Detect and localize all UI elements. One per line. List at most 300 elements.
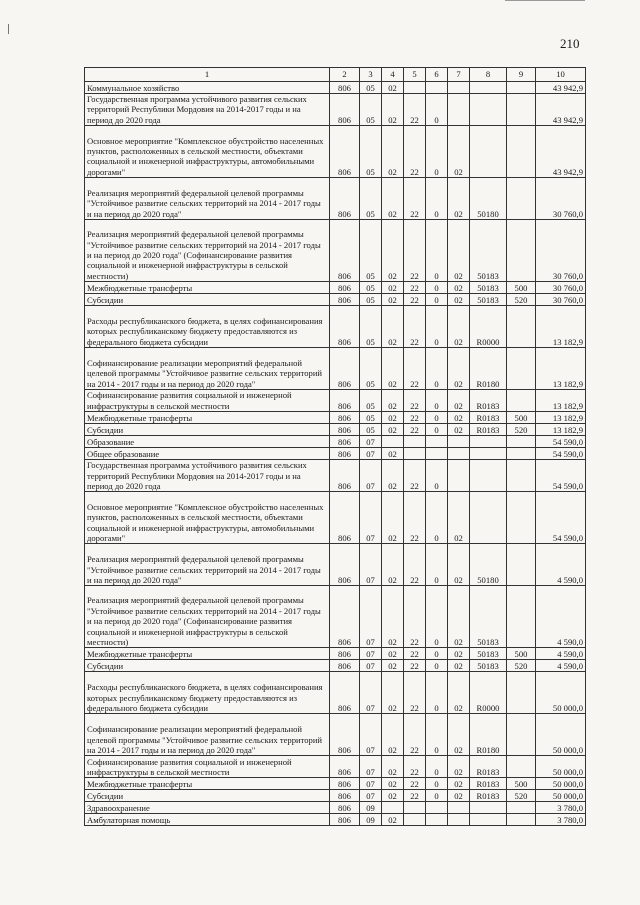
expense-type-cell xyxy=(507,460,536,492)
direction-code-cell: 50183 xyxy=(470,294,507,306)
amount-cell: 4 590,0 xyxy=(536,544,586,586)
subsection-code-cell: 02 xyxy=(382,672,404,714)
amount-cell: 30 760,0 xyxy=(536,220,586,282)
expense-type-cell: 500 xyxy=(507,648,536,660)
program-code-cell: 22 xyxy=(404,220,426,282)
header-cell: 4 xyxy=(382,68,404,82)
table-row xyxy=(85,348,586,390)
subprogram-code-cell: 0 xyxy=(426,672,448,714)
expense-type-cell: 520 xyxy=(507,424,536,436)
expense-type-cell: 520 xyxy=(507,294,536,306)
subsection-code-cell xyxy=(382,436,404,448)
ministry-code-cell: 806 xyxy=(330,306,360,348)
table-row xyxy=(85,714,586,756)
direction-code-cell: R0180 xyxy=(470,348,507,390)
amount-cell: 3 780,0 xyxy=(536,814,586,826)
subsection-code-cell: 02 xyxy=(382,756,404,778)
section-code-cell: 05 xyxy=(360,282,382,294)
subprogram-code-cell: 0 xyxy=(426,460,448,492)
expense-type-cell: 500 xyxy=(507,412,536,424)
amount-cell: 4 590,0 xyxy=(536,660,586,672)
amount-cell: 50 000,0 xyxy=(536,672,586,714)
subsection-code-cell: 02 xyxy=(382,648,404,660)
subprogram-code-cell: 0 xyxy=(426,126,448,178)
direction-code-cell: 50183 xyxy=(470,282,507,294)
ministry-code-cell: 806 xyxy=(330,790,360,802)
amount-cell: 54 590,0 xyxy=(536,436,586,448)
ministry-code-cell: 806 xyxy=(330,82,360,94)
activity-code-cell xyxy=(448,802,470,814)
activity-code-cell: 02 xyxy=(448,390,470,412)
subsection-code-cell: 02 xyxy=(382,348,404,390)
direction-code-cell: R0183 xyxy=(470,756,507,778)
activity-code-cell: 02 xyxy=(448,778,470,790)
row-name-cell: Государственная программа устойчивого развития сельских территорий Республики Мордовия на 2014-2017 годы и на период до 2020 года xyxy=(85,460,330,492)
ministry-code-cell: 806 xyxy=(330,294,360,306)
amount-cell: 13 182,9 xyxy=(536,348,586,390)
activity-code-cell: 02 xyxy=(448,492,470,544)
activity-code-cell: 02 xyxy=(448,348,470,390)
subsection-code-cell: 02 xyxy=(382,390,404,412)
direction-code-cell: 50183 xyxy=(470,648,507,660)
row-name-cell: Реализация мероприятий федеральной целевой программы "Устойчивое развитие сельских территорий на 2014 - 2017 годы и на период до 2020 года" xyxy=(85,178,330,220)
header-cell: 9 xyxy=(507,68,536,82)
expense-type-cell xyxy=(507,714,536,756)
activity-code-cell: 02 xyxy=(448,756,470,778)
table-row xyxy=(85,390,586,412)
row-name-cell: Межбюджетные трансферты xyxy=(85,282,330,294)
subsection-code-cell: 02 xyxy=(382,586,404,648)
ministry-code-cell: 806 xyxy=(330,660,360,672)
header-cell: 1 xyxy=(85,68,330,82)
amount-cell: 13 182,9 xyxy=(536,306,586,348)
program-code-cell: 22 xyxy=(404,648,426,660)
row-name-cell: Субсидии xyxy=(85,790,330,802)
header-cell: 3 xyxy=(360,68,382,82)
section-code-cell: 07 xyxy=(360,448,382,460)
subsection-code-cell: 02 xyxy=(382,94,404,126)
amount-cell: 4 590,0 xyxy=(536,648,586,660)
section-code-cell: 07 xyxy=(360,672,382,714)
row-name-cell: Здравоохранение xyxy=(85,802,330,814)
table-row xyxy=(85,492,586,544)
section-code-cell: 09 xyxy=(360,814,382,826)
expense-type-cell: 500 xyxy=(507,282,536,294)
activity-code-cell: 02 xyxy=(448,294,470,306)
row-name-cell: Амбулаторная помощь xyxy=(85,814,330,826)
ministry-code-cell: 806 xyxy=(330,778,360,790)
amount-cell: 43 942,9 xyxy=(536,82,586,94)
program-code-cell xyxy=(404,82,426,94)
ministry-code-cell: 806 xyxy=(330,178,360,220)
direction-code-cell: 50180 xyxy=(470,178,507,220)
section-code-cell: 07 xyxy=(360,756,382,778)
ministry-code-cell: 806 xyxy=(330,586,360,648)
program-code-cell xyxy=(404,814,426,826)
table-row xyxy=(85,178,586,220)
subprogram-code-cell xyxy=(426,814,448,826)
header-cell: 5 xyxy=(404,68,426,82)
ministry-code-cell: 806 xyxy=(330,412,360,424)
subprogram-code-cell: 0 xyxy=(426,778,448,790)
activity-code-cell: 02 xyxy=(448,220,470,282)
row-name-cell: Софинансирование развития социальной и инженерной инфраструктуры в сельской местности xyxy=(85,390,330,412)
section-code-cell: 07 xyxy=(360,492,382,544)
expense-type-cell xyxy=(507,390,536,412)
amount-cell: 30 760,0 xyxy=(536,282,586,294)
subprogram-code-cell: 0 xyxy=(426,544,448,586)
ministry-code-cell: 806 xyxy=(330,672,360,714)
section-code-cell: 07 xyxy=(360,586,382,648)
row-name-cell: Государственная программа устойчивого развития сельских территорий Республики Мордовия на 2014-2017 годы и на период до 2020 года xyxy=(85,94,330,126)
expense-type-cell: 520 xyxy=(507,790,536,802)
table-row xyxy=(85,294,586,306)
subprogram-code-cell xyxy=(426,82,448,94)
table-row xyxy=(85,660,586,672)
subprogram-code-cell: 0 xyxy=(426,424,448,436)
row-name-cell: Основное мероприятие "Комплексное обустройство населенных пунктов, расположенных в сельской местности, объектами социальной и инженерной инфраструктуры, автомобильными дорогами" xyxy=(85,492,330,544)
activity-code-cell: 02 xyxy=(448,306,470,348)
amount-cell: 13 182,9 xyxy=(536,390,586,412)
table-body xyxy=(85,82,586,826)
program-code-cell xyxy=(404,802,426,814)
table-row xyxy=(85,802,586,814)
table-row xyxy=(85,436,586,448)
header-cell: 8 xyxy=(470,68,507,82)
subsection-code-cell: 02 xyxy=(382,460,404,492)
row-name-cell: Софинансирование развития социальной и инженерной инфраструктуры в сельской местности xyxy=(85,756,330,778)
direction-code-cell: 50183 xyxy=(470,220,507,282)
row-name-cell: Субсидии xyxy=(85,424,330,436)
program-code-cell: 22 xyxy=(404,790,426,802)
program-code-cell: 22 xyxy=(404,672,426,714)
section-code-cell: 07 xyxy=(360,790,382,802)
expense-type-cell xyxy=(507,94,536,126)
subsection-code-cell: 02 xyxy=(382,492,404,544)
direction-code-cell: 50183 xyxy=(470,660,507,672)
activity-code-cell: 02 xyxy=(448,282,470,294)
direction-code-cell xyxy=(470,814,507,826)
subsection-code-cell: 02 xyxy=(382,282,404,294)
direction-code-cell: R0183 xyxy=(470,412,507,424)
activity-code-cell xyxy=(448,82,470,94)
activity-code-cell: 02 xyxy=(448,586,470,648)
ministry-code-cell: 806 xyxy=(330,714,360,756)
row-name-cell: Софинансирование реализации мероприятий федеральной целевой программы "Устойчивое развитие сельских территорий на 2014 - 2017 годы и на период до 2020 года" xyxy=(85,714,330,756)
direction-code-cell xyxy=(470,436,507,448)
section-code-cell: 05 xyxy=(360,390,382,412)
table-row xyxy=(85,424,586,436)
program-code-cell xyxy=(404,436,426,448)
subprogram-code-cell: 0 xyxy=(426,306,448,348)
activity-code-cell: 02 xyxy=(448,672,470,714)
ministry-code-cell: 806 xyxy=(330,756,360,778)
table-row xyxy=(85,586,586,648)
subsection-code-cell: 02 xyxy=(382,178,404,220)
activity-code-cell xyxy=(448,814,470,826)
subprogram-code-cell: 0 xyxy=(426,756,448,778)
ministry-code-cell: 806 xyxy=(330,424,360,436)
ministry-code-cell: 806 xyxy=(330,648,360,660)
top-rule xyxy=(505,0,585,1)
ministry-code-cell: 806 xyxy=(330,282,360,294)
section-code-cell: 07 xyxy=(360,714,382,756)
subsection-code-cell: 02 xyxy=(382,82,404,94)
activity-code-cell: 02 xyxy=(448,648,470,660)
direction-code-cell: 50180 xyxy=(470,544,507,586)
expense-type-cell xyxy=(507,756,536,778)
subsection-code-cell xyxy=(382,802,404,814)
section-code-cell: 07 xyxy=(360,436,382,448)
subprogram-code-cell: 0 xyxy=(426,178,448,220)
program-code-cell: 22 xyxy=(404,424,426,436)
header-cell: 7 xyxy=(448,68,470,82)
section-code-cell: 05 xyxy=(360,220,382,282)
expense-type-cell xyxy=(507,492,536,544)
row-name-cell: Субсидии xyxy=(85,294,330,306)
activity-code-cell xyxy=(448,448,470,460)
program-code-cell xyxy=(404,448,426,460)
table-row xyxy=(85,412,586,424)
activity-code-cell: 02 xyxy=(448,660,470,672)
expense-type-cell xyxy=(507,544,536,586)
table-row xyxy=(85,460,586,492)
table-row xyxy=(85,82,586,94)
table-row xyxy=(85,672,586,714)
subprogram-code-cell: 0 xyxy=(426,790,448,802)
activity-code-cell: 02 xyxy=(448,790,470,802)
subprogram-code-cell: 0 xyxy=(426,348,448,390)
program-code-cell: 22 xyxy=(404,94,426,126)
program-code-cell: 22 xyxy=(404,294,426,306)
program-code-cell: 22 xyxy=(404,492,426,544)
direction-code-cell: 50183 xyxy=(470,586,507,648)
table-row xyxy=(85,648,586,660)
amount-cell: 50 000,0 xyxy=(536,714,586,756)
section-code-cell: 05 xyxy=(360,94,382,126)
activity-code-cell: 02 xyxy=(448,714,470,756)
activity-code-cell: 02 xyxy=(448,412,470,424)
row-name-cell: Реализация мероприятий федеральной целевой программы "Устойчивое развитие сельских территорий на 2014 - 2017 годы и на период до 2020 года" xyxy=(85,544,330,586)
activity-code-cell: 02 xyxy=(448,424,470,436)
budget-table xyxy=(84,67,586,826)
subsection-code-cell: 02 xyxy=(382,294,404,306)
amount-cell: 50 000,0 xyxy=(536,790,586,802)
section-code-cell: 05 xyxy=(360,294,382,306)
ministry-code-cell: 806 xyxy=(330,802,360,814)
expense-type-cell: 500 xyxy=(507,778,536,790)
ministry-code-cell: 806 xyxy=(330,390,360,412)
section-code-cell: 07 xyxy=(360,544,382,586)
direction-code-cell: R0183 xyxy=(470,424,507,436)
table-row xyxy=(85,220,586,282)
program-code-cell: 22 xyxy=(404,282,426,294)
activity-code-cell xyxy=(448,436,470,448)
ministry-code-cell: 806 xyxy=(330,348,360,390)
row-name-cell: Субсидии xyxy=(85,660,330,672)
direction-code-cell: R0183 xyxy=(470,790,507,802)
direction-code-cell: R0000 xyxy=(470,672,507,714)
row-name-cell: Межбюджетные трансферты xyxy=(85,648,330,660)
direction-code-cell xyxy=(470,82,507,94)
row-name-cell: Основное мероприятие "Комплексное обустройство населенных пунктов, расположенных в сельской местности, объектами социальной и инженерной инфраструктуры, автомобильными дорогами" xyxy=(85,126,330,178)
section-code-cell: 07 xyxy=(360,660,382,672)
subprogram-code-cell: 0 xyxy=(426,586,448,648)
expense-type-cell xyxy=(507,348,536,390)
subprogram-code-cell xyxy=(426,436,448,448)
ministry-code-cell: 806 xyxy=(330,126,360,178)
table-row xyxy=(85,756,586,778)
program-code-cell: 22 xyxy=(404,306,426,348)
header-cell: 10 xyxy=(536,68,586,82)
row-name-cell: Образование xyxy=(85,436,330,448)
activity-code-cell: 02 xyxy=(448,178,470,220)
program-code-cell: 22 xyxy=(404,660,426,672)
page-number: 210 xyxy=(560,36,580,51)
amount-cell: 54 590,0 xyxy=(536,492,586,544)
amount-cell: 13 182,9 xyxy=(536,412,586,424)
subprogram-code-cell: 0 xyxy=(426,220,448,282)
program-code-cell: 22 xyxy=(404,778,426,790)
section-code-cell: 05 xyxy=(360,178,382,220)
amount-cell: 43 942,9 xyxy=(536,94,586,126)
expense-type-cell xyxy=(507,126,536,178)
activity-code-cell xyxy=(448,94,470,126)
subprogram-code-cell: 0 xyxy=(426,492,448,544)
row-name-cell: Коммунальное хозяйство xyxy=(85,82,330,94)
table-row xyxy=(85,814,586,826)
direction-code-cell: R0180 xyxy=(470,714,507,756)
section-code-cell: 09 xyxy=(360,802,382,814)
ministry-code-cell: 806 xyxy=(330,94,360,126)
header-row xyxy=(85,68,586,82)
activity-code-cell: 02 xyxy=(448,126,470,178)
subsection-code-cell: 02 xyxy=(382,306,404,348)
table-row xyxy=(85,778,586,790)
subprogram-code-cell: 0 xyxy=(426,282,448,294)
expense-type-cell xyxy=(507,178,536,220)
ministry-code-cell: 806 xyxy=(330,544,360,586)
row-name-cell: Софинансирование реализации мероприятий федеральной целевой программы "Устойчивое развитие сельских территорий на 2014 - 2017 годы и на период до 2020 года" xyxy=(85,348,330,390)
amount-cell: 3 780,0 xyxy=(536,802,586,814)
section-code-cell: 07 xyxy=(360,778,382,790)
amount-cell: 54 590,0 xyxy=(536,460,586,492)
expense-type-cell xyxy=(507,672,536,714)
program-code-cell: 22 xyxy=(404,714,426,756)
expense-type-cell xyxy=(507,814,536,826)
row-name-cell: Расходы республиканского бюджета, в целях софинансирования которых республиканскому бюджету предоставляются из федерального бюджета субсидии xyxy=(85,672,330,714)
ministry-code-cell: 806 xyxy=(330,220,360,282)
program-code-cell: 22 xyxy=(404,390,426,412)
ministry-code-cell: 806 xyxy=(330,492,360,544)
direction-code-cell xyxy=(470,492,507,544)
section-code-cell: 05 xyxy=(360,424,382,436)
activity-code-cell: 02 xyxy=(448,544,470,586)
header-cell: 6 xyxy=(426,68,448,82)
table-row xyxy=(85,126,586,178)
program-code-cell: 22 xyxy=(404,348,426,390)
program-code-cell: 22 xyxy=(404,756,426,778)
program-code-cell: 22 xyxy=(404,544,426,586)
program-code-cell: 22 xyxy=(404,460,426,492)
ministry-code-cell: 806 xyxy=(330,448,360,460)
amount-cell: 4 590,0 xyxy=(536,586,586,648)
direction-code-cell: R0183 xyxy=(470,778,507,790)
subprogram-code-cell: 0 xyxy=(426,390,448,412)
amount-cell: 50 000,0 xyxy=(536,778,586,790)
subprogram-code-cell: 0 xyxy=(426,648,448,660)
expense-type-cell xyxy=(507,82,536,94)
expense-type-cell xyxy=(507,306,536,348)
subprogram-code-cell: 0 xyxy=(426,660,448,672)
table-row xyxy=(85,448,586,460)
section-code-cell: 05 xyxy=(360,306,382,348)
amount-cell: 30 760,0 xyxy=(536,294,586,306)
subsection-code-cell: 02 xyxy=(382,126,404,178)
ministry-code-cell: 806 xyxy=(330,436,360,448)
activity-code-cell xyxy=(448,460,470,492)
direction-code-cell: R0183 xyxy=(470,390,507,412)
subsection-code-cell: 02 xyxy=(382,544,404,586)
section-code-cell: 05 xyxy=(360,348,382,390)
subprogram-code-cell xyxy=(426,802,448,814)
subsection-code-cell: 02 xyxy=(382,412,404,424)
amount-cell: 13 182,9 xyxy=(536,424,586,436)
row-name-cell: Реализация мероприятий федеральной целевой программы "Устойчивое развитие сельских территорий на 2014 - 2017 годы и на период до 2020 года" (Софинансирование развития социальной и инженерной инфраструктуры в сельской местности) xyxy=(85,586,330,648)
subprogram-code-cell: 0 xyxy=(426,294,448,306)
subprogram-code-cell: 0 xyxy=(426,412,448,424)
subprogram-code-cell: 0 xyxy=(426,94,448,126)
amount-cell: 30 760,0 xyxy=(536,178,586,220)
subsection-code-cell: 02 xyxy=(382,778,404,790)
expense-type-cell xyxy=(507,448,536,460)
ministry-code-cell: 806 xyxy=(330,814,360,826)
section-code-cell: 05 xyxy=(360,126,382,178)
subsection-code-cell: 02 xyxy=(382,790,404,802)
program-code-cell: 22 xyxy=(404,178,426,220)
direction-code-cell xyxy=(470,126,507,178)
table-row xyxy=(85,282,586,294)
amount-cell: 50 000,0 xyxy=(536,756,586,778)
row-name-cell: Общее образование xyxy=(85,448,330,460)
margin-mark xyxy=(8,24,9,34)
expense-type-cell: 520 xyxy=(507,660,536,672)
section-code-cell: 07 xyxy=(360,460,382,492)
amount-cell: 54 590,0 xyxy=(536,448,586,460)
row-name-cell: Расходы республиканского бюджета, в целях софинансирования которых республиканскому бюджету предоставляются из федерального бюджета субсидии xyxy=(85,306,330,348)
row-name-cell: Межбюджетные трансферты xyxy=(85,412,330,424)
subsection-code-cell: 02 xyxy=(382,220,404,282)
row-name-cell: Реализация мероприятий федеральной целевой программы "Устойчивое развитие сельских территорий на 2014 - 2017 годы и на период до 2020 года" (Софинансирование развития социальной и инженерной инфраструктуры в сельской местности) xyxy=(85,220,330,282)
header-cell: 2 xyxy=(330,68,360,82)
direction-code-cell xyxy=(470,94,507,126)
subprogram-code-cell xyxy=(426,448,448,460)
direction-code-cell xyxy=(470,802,507,814)
subsection-code-cell: 02 xyxy=(382,448,404,460)
program-code-cell: 22 xyxy=(404,586,426,648)
amount-cell: 43 942,9 xyxy=(536,126,586,178)
expense-type-cell xyxy=(507,436,536,448)
subsection-code-cell: 02 xyxy=(382,660,404,672)
table-row xyxy=(85,544,586,586)
subsection-code-cell: 02 xyxy=(382,424,404,436)
program-code-cell: 22 xyxy=(404,412,426,424)
row-name-cell: Межбюджетные трансферты xyxy=(85,778,330,790)
expense-type-cell xyxy=(507,586,536,648)
table-row xyxy=(85,790,586,802)
section-code-cell: 05 xyxy=(360,82,382,94)
subsection-code-cell: 02 xyxy=(382,714,404,756)
